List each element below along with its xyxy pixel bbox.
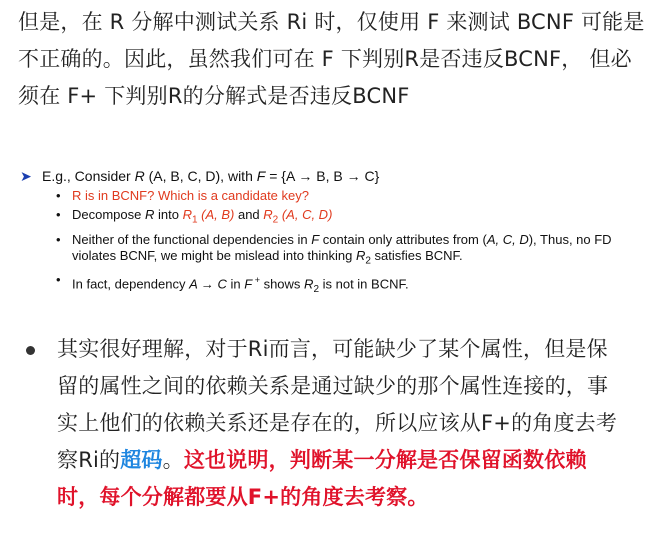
bullet-dot-icon: [26, 346, 35, 355]
example-line: [20, 166, 632, 186]
list-item: [20, 188, 632, 204]
relation-r2-attrs: (A, C, D): [278, 207, 333, 222]
item-text: contain only attributes from (: [319, 231, 487, 247]
slide-sub-list: [20, 188, 632, 298]
relation-r2-subscript: 2: [313, 284, 319, 296]
item-text: In fact, dependency: [72, 276, 190, 292]
explanation-body: 其实很好理解，对于Ri而言，可能缺少了某个属性，但是保留的属性之间的依赖关系是通过缺少的那个属性连接的，事实上他们的依赖关系还是存在的，所以应该从F+的角度去考察Ri的: [57, 337, 618, 472]
dependency: A → C: [189, 276, 227, 292]
relation-r1-subscript: 1: [191, 214, 198, 226]
item-text: Neither of the functional dependencies in: [72, 231, 312, 247]
example-attrs: (A, B, C, D), with: [144, 168, 257, 184]
relation-r1-attrs: (A, B): [197, 207, 235, 222]
closure-plus: +: [252, 275, 260, 286]
intro-paragraph: 但是，在 R 分解中测试关系 Ri 时，仅使用 F 来测试 BCNF 可能是不正确的。因此，虽然我们可在 F 下判别R是否违反BCNF， 但必须在 F+ 下判别R的分解式是否违反BCNF: [18, 10, 645, 108]
item-text: ), Thus, no FD violates BCNF, we might be mislead into thinking: [72, 231, 612, 263]
list-item: [20, 232, 632, 270]
bullet-dot-icon: •: [56, 188, 61, 203]
relation-r2: R: [304, 276, 314, 292]
item-text: and: [234, 207, 264, 222]
list-item: [20, 272, 632, 298]
embedded-slide-excerpt: [20, 166, 632, 301]
bullet-dot-icon: •: [56, 207, 61, 222]
item-text: into: [154, 207, 183, 222]
relation-name: R: [144, 207, 155, 222]
item-text: is not in BCNF.: [319, 276, 409, 292]
relation-r2: R: [355, 247, 366, 263]
bullet-dot-icon: •: [56, 272, 61, 288]
item-text: satisfies BCNF.: [370, 247, 463, 263]
relation-r1: R: [182, 207, 192, 222]
relation-r2-subscript: 2: [365, 255, 371, 267]
fd-set-name: F: [244, 276, 253, 292]
punctuation: 。: [162, 448, 184, 472]
highlight-conclusion: 这也说明，判断某一分解是否保留函数依赖时，每个分解都要从F+的角度去考察。: [57, 448, 587, 509]
item-text: in: [226, 276, 245, 292]
relation-r2-subscript: 2: [272, 214, 279, 226]
fd-set-name: F: [311, 231, 320, 247]
arrow-bullet-icon: ➤: [20, 168, 32, 184]
example-deps: = {A → B, B → C}: [265, 168, 380, 184]
bullet-dot-icon: •: [56, 231, 61, 247]
item-text: Decompose: [72, 207, 145, 222]
question-text: R is in BCNF? Which is a candidate key?: [72, 188, 309, 203]
relation-r2: R: [263, 207, 273, 222]
highlight-superkey: 超码: [120, 448, 163, 472]
explanation-bullet: [24, 331, 624, 516]
example-prefix: E.g., Consider: [42, 168, 135, 184]
example-fd-set-name: F: [256, 168, 266, 184]
list-item: [20, 207, 632, 229]
attribute-list: A, C, D: [486, 231, 529, 247]
explanation-text: [57, 331, 624, 516]
item-text: shows: [259, 276, 305, 292]
example-relation: R: [134, 168, 145, 184]
